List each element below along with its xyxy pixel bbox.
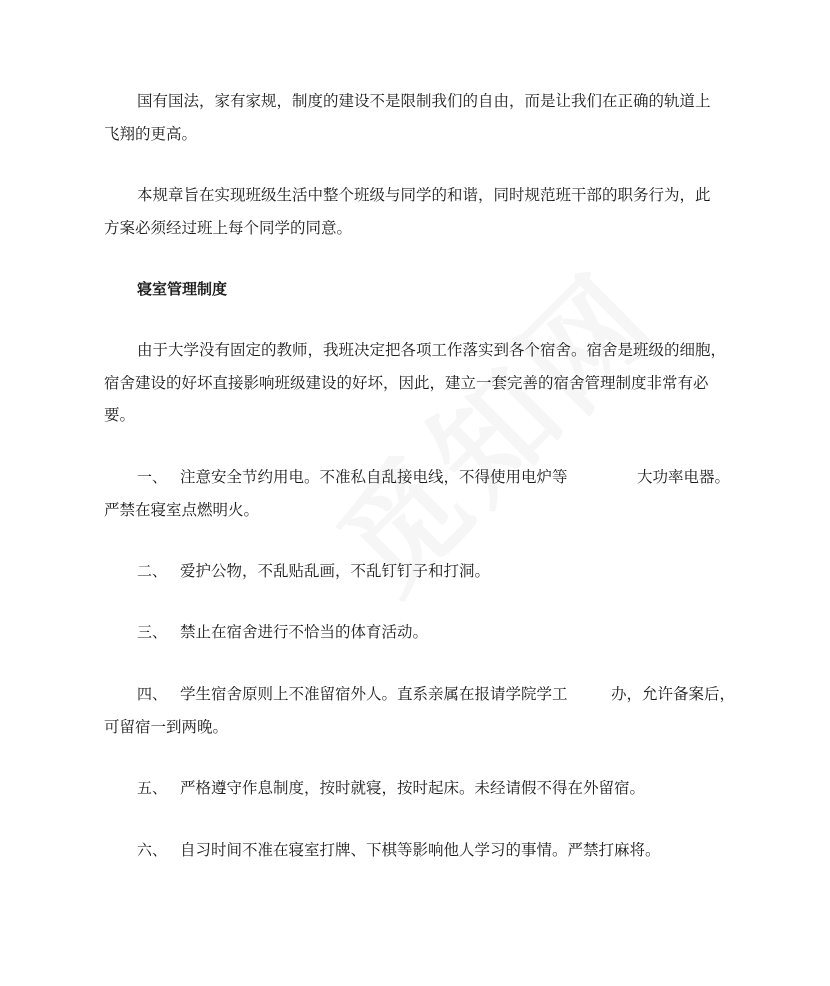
rule-2-number bbox=[137, 561, 167, 581]
paragraph-3-line-1: 由于大学没有固定的教师，我班决定把各项工作落实到各个宿舍。宿舍是班级的细胞， bbox=[137, 341, 727, 359]
rule-1-line-2: 严禁在寝室点燃明火。 bbox=[104, 501, 260, 519]
rule-1-text-b: 大功率电器。 bbox=[637, 468, 731, 486]
rule-3-text: 禁止在宿舍进行不恰当的体育活动。 bbox=[180, 623, 429, 641]
paragraph-2-line-2: 方案必须经过班上每个同学的同意。 bbox=[104, 219, 353, 237]
rule-4-line-2: 可留宿一到两晚。 bbox=[104, 718, 229, 736]
rule-2-number-text: 二、 bbox=[137, 562, 168, 580]
rule-4-number-text: 四、 bbox=[137, 685, 168, 703]
rule-5-number bbox=[137, 778, 167, 798]
rule-1-number: 一、 bbox=[137, 468, 168, 486]
paragraph-3-line-3: 要。 bbox=[104, 406, 136, 424]
rule-4-text-a: 学生宿舍原则上不准留宿外人。直系亲属在报请学院学工 bbox=[180, 685, 568, 703]
rule-4-text-b: 办，允许备案后， bbox=[611, 685, 736, 703]
rule-3-number bbox=[137, 622, 167, 642]
paragraph-1-line-2: 飞翔的更高。 bbox=[104, 125, 198, 143]
rule-1-text-a: 注意安全节约用电。不准私自乱接电线，不得使用电炉等 bbox=[180, 468, 568, 486]
paragraph-3-line-2: 宿舍建设的好坏直接影响班级建设的好坏，因此，建立一套完善的宿舍管理制度非常有必 bbox=[104, 374, 709, 392]
rule-4-number bbox=[137, 684, 167, 704]
rule-6-number-text: 六、 bbox=[137, 841, 168, 859]
rule-6-number bbox=[137, 840, 167, 860]
rule-1 bbox=[137, 467, 167, 487]
section-heading: 寝室管理制度 bbox=[137, 280, 228, 298]
paragraph-2-line-1: 本规章旨在实现班级生活中整个班级与同学的和谐，同时规范班干部的职务行为，此 bbox=[137, 186, 711, 204]
rule-5-text: 严格遵守作息制度，按时就寝，按时起床。未经请假不得在外留宿。 bbox=[180, 779, 646, 797]
paragraph-1-line-1: 国有国法，家有家规，制度的建设不是限制我们的自由，而是让我们在正确的轨道上 bbox=[137, 92, 711, 110]
rule-2-text: 爱护公物，不乱贴乱画，不乱钉钉子和打洞。 bbox=[180, 562, 491, 580]
rule-5-number-text: 五、 bbox=[137, 779, 168, 797]
rule-6-text: 自习时间不准在寝室打牌、下棋等影响他人学习的事情。严禁打麻将。 bbox=[180, 841, 661, 859]
rule-3-number-text: 三、 bbox=[137, 623, 168, 641]
